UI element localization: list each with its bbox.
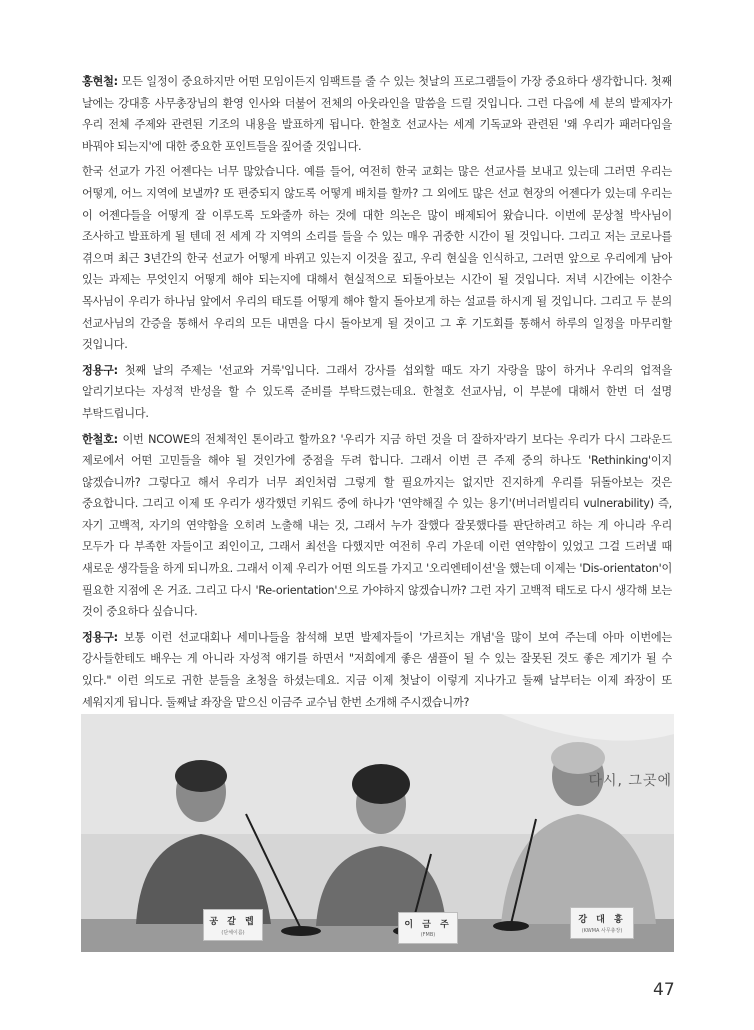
paragraph-text: 보통 이런 선교대회나 세미나들을 참석해 보면 발제자들이 '가르치는 개념'을 많이 보여 주는데 아마 이번에는 강사들한테도 배우는 게 아니라 자성적 얘기를 하면서 "저희에게 좋은 샘플이 될 수 있는 잘못된 것도 좋은 계기가 될 수 있다." 이런 의도로 귀한 분들을 초청을 하셨는데요. 지금 이제 첫날이 이렇게 지나가고 둘째 날부터는 이제 좌장이 또 세워지게 됩니다. 둘째날 좌장을 맡으신 이금주 교수님 한번 소개해 주시겠습니까? — [82, 630, 672, 709]
speaker-label: 정용구: — [82, 630, 118, 644]
paragraph-text: 모든 일정이 중요하지만 어떤 모임이든지 임팩트를 줄 수 있는 첫날의 프로그램들이 가장 중요하다 생각합니다. 첫째 날에는 강대흥 사무총장님의 환영 인사와 더불어 전체의 아웃라인을 말씀을 드릴 것입니다. 그런 다음에 세 분의 발제자가 우리 전체 주제와 관련된 기조의 내용을 발표하게 됩니다. 한철호 선교사는 세계 기독교와 관련된 '왜 우리가 패러다임을 바꿔야 되는지'에 대한 중요한 포인트들을 짚어줄 것입니다. — [82, 75, 672, 153]
nameplate-name: 이 금 주 — [404, 920, 452, 930]
paragraph-1 — [82, 71, 672, 157]
nameplate-org: (KWMA 사무총장) — [581, 928, 623, 934]
speaker-label: 정용구: — [82, 363, 118, 377]
nameplate-org: (FMB) — [420, 932, 436, 938]
page-number: 47 — [653, 980, 675, 1000]
nameplate-org: (단체이름) — [221, 930, 245, 936]
nameplate-right — [570, 907, 634, 939]
banner-text: 다시, 그곳에 — [588, 773, 672, 789]
paragraph-5 — [82, 627, 672, 713]
paragraph-text: 한국 선교가 가진 어젠다는 너무 많았습니다. 예를 들어, 여전히 한국 교회는 많은 선교사를 보내고 있는데 그러면 우리는 어떻게, 어느 지역에 보낼까? 또 편중되지 않도록 어떻게 배치를 할까? 그 외에도 많은 선교 현장의 어젠다가 있는데 우리는 이 어젠다들을 어떻게 잘 이루도록 도와줄까 하는 것에 대한 의논은 많이 배제되어 왔습니다. 이번에 문상철 박사님이 조사하고 발표하게 될 텐데 전 세계 각 지역의 소리를 들을 수 있는 매우 귀중한 시간이 될 것입니다. 그리고 저는 코로나를 겪으며 최근 3년간의 한국 선교가 어떻게 바뀌고 있는지 이것을 짚고, 우리 현실을 인식하고, 그러면 앞으로 우리에게 남아 있는 과제는 무엇인지 어떻게 해야 되는지에 대해서 현실적으로 되돌아보는 시간이 될 것입니다. 저녁 시간에는 이찬수 목사님이 우리가 하나님 앞에서 우리의 태도를 어떻게 해야 할지 돌아보게 하는 설교를 하시게 될 것입니다. 그리고 두 분의 선교사님의 간증을 통해서 우리의 모든 내면을 다시 돌아보게 될 것이고 그 후 기도회를 통해서 하루의 일정을 마무리할 것입니다. — [82, 165, 672, 352]
paragraph-2 — [82, 161, 672, 355]
panel-photo — [81, 714, 674, 952]
nameplate-middle — [398, 912, 458, 944]
paragraph-text: 첫째 날의 주제는 '선교와 거룩'입니다. 그래서 강사를 섭외할 때도 자기 자랑을 많이 하거나 우리의 업적을 알리기보다는 자성적 반성을 할 수 있도록 준비를 부탁드렸는데요. 한철호 선교사님, 이 부분에 대해서 한번 더 설명 부탁드립니다. — [82, 363, 672, 420]
speaker-label: 한철호: — [82, 432, 118, 446]
nameplate-left — [203, 909, 263, 941]
speaker-label: 홍현철: — [82, 75, 118, 88]
nameplate-name: 공 갈 렙 — [209, 917, 257, 927]
paragraph-text: 이번 NCOWE의 전체적인 톤이라고 할까요? '우리가 지금 하던 것을 더 잘하자'라기 보다는 우리가 다시 그라운드 제로에서 어떤 고민들을 해야 될 것인가에 중점을 두려 합니다. 그래서 이번 큰 주제 중의 하나도 'Rethinking'이지 않겠습니까? 그렇다고 해서 우리가 너무 죄인처럼 그렇게 할 필요까지는 없지만 진지하게 우리를 뒤돌아보는 것은 중요합니다. 그리고 이제 또 우리가 생각했던 키워드 중에 하나가 '연약해질 수 있는 용기'(버너러빌리티 vulnerability) 즉, 자기 고백적, 자기의 연약함을 오히려 노출해 내는 것, 그래서 누가 잘했다 잘못했다를 판단하려고 하는 게 아니라 우리 모두가 다 부족한 자들이고 죄인이고, 그래서 최선을 다했지만 여전히 우리 가운데 이런 연약함이 있었고 그걸 드러낼 때 새로운 생각들을 하게 되니까요. 그래서 이제 우리가 어떤 의도를 가지고 '오리엔테이션'을 했는데 이제는 'Dis-orientaton'이 필요한 지점에 온 거죠. 그리고 다시 'Re-orientation'으로 가야하지 않겠습니까? 그런 자기 고백적 태도로 다시 생각해 보는 것이 중요하다 싶습니다. — [82, 432, 672, 619]
nameplate-name: 강 대 흥 — [578, 915, 626, 925]
paragraph-3 — [82, 360, 672, 425]
article-body — [82, 71, 672, 717]
paragraph-4 — [82, 429, 672, 623]
